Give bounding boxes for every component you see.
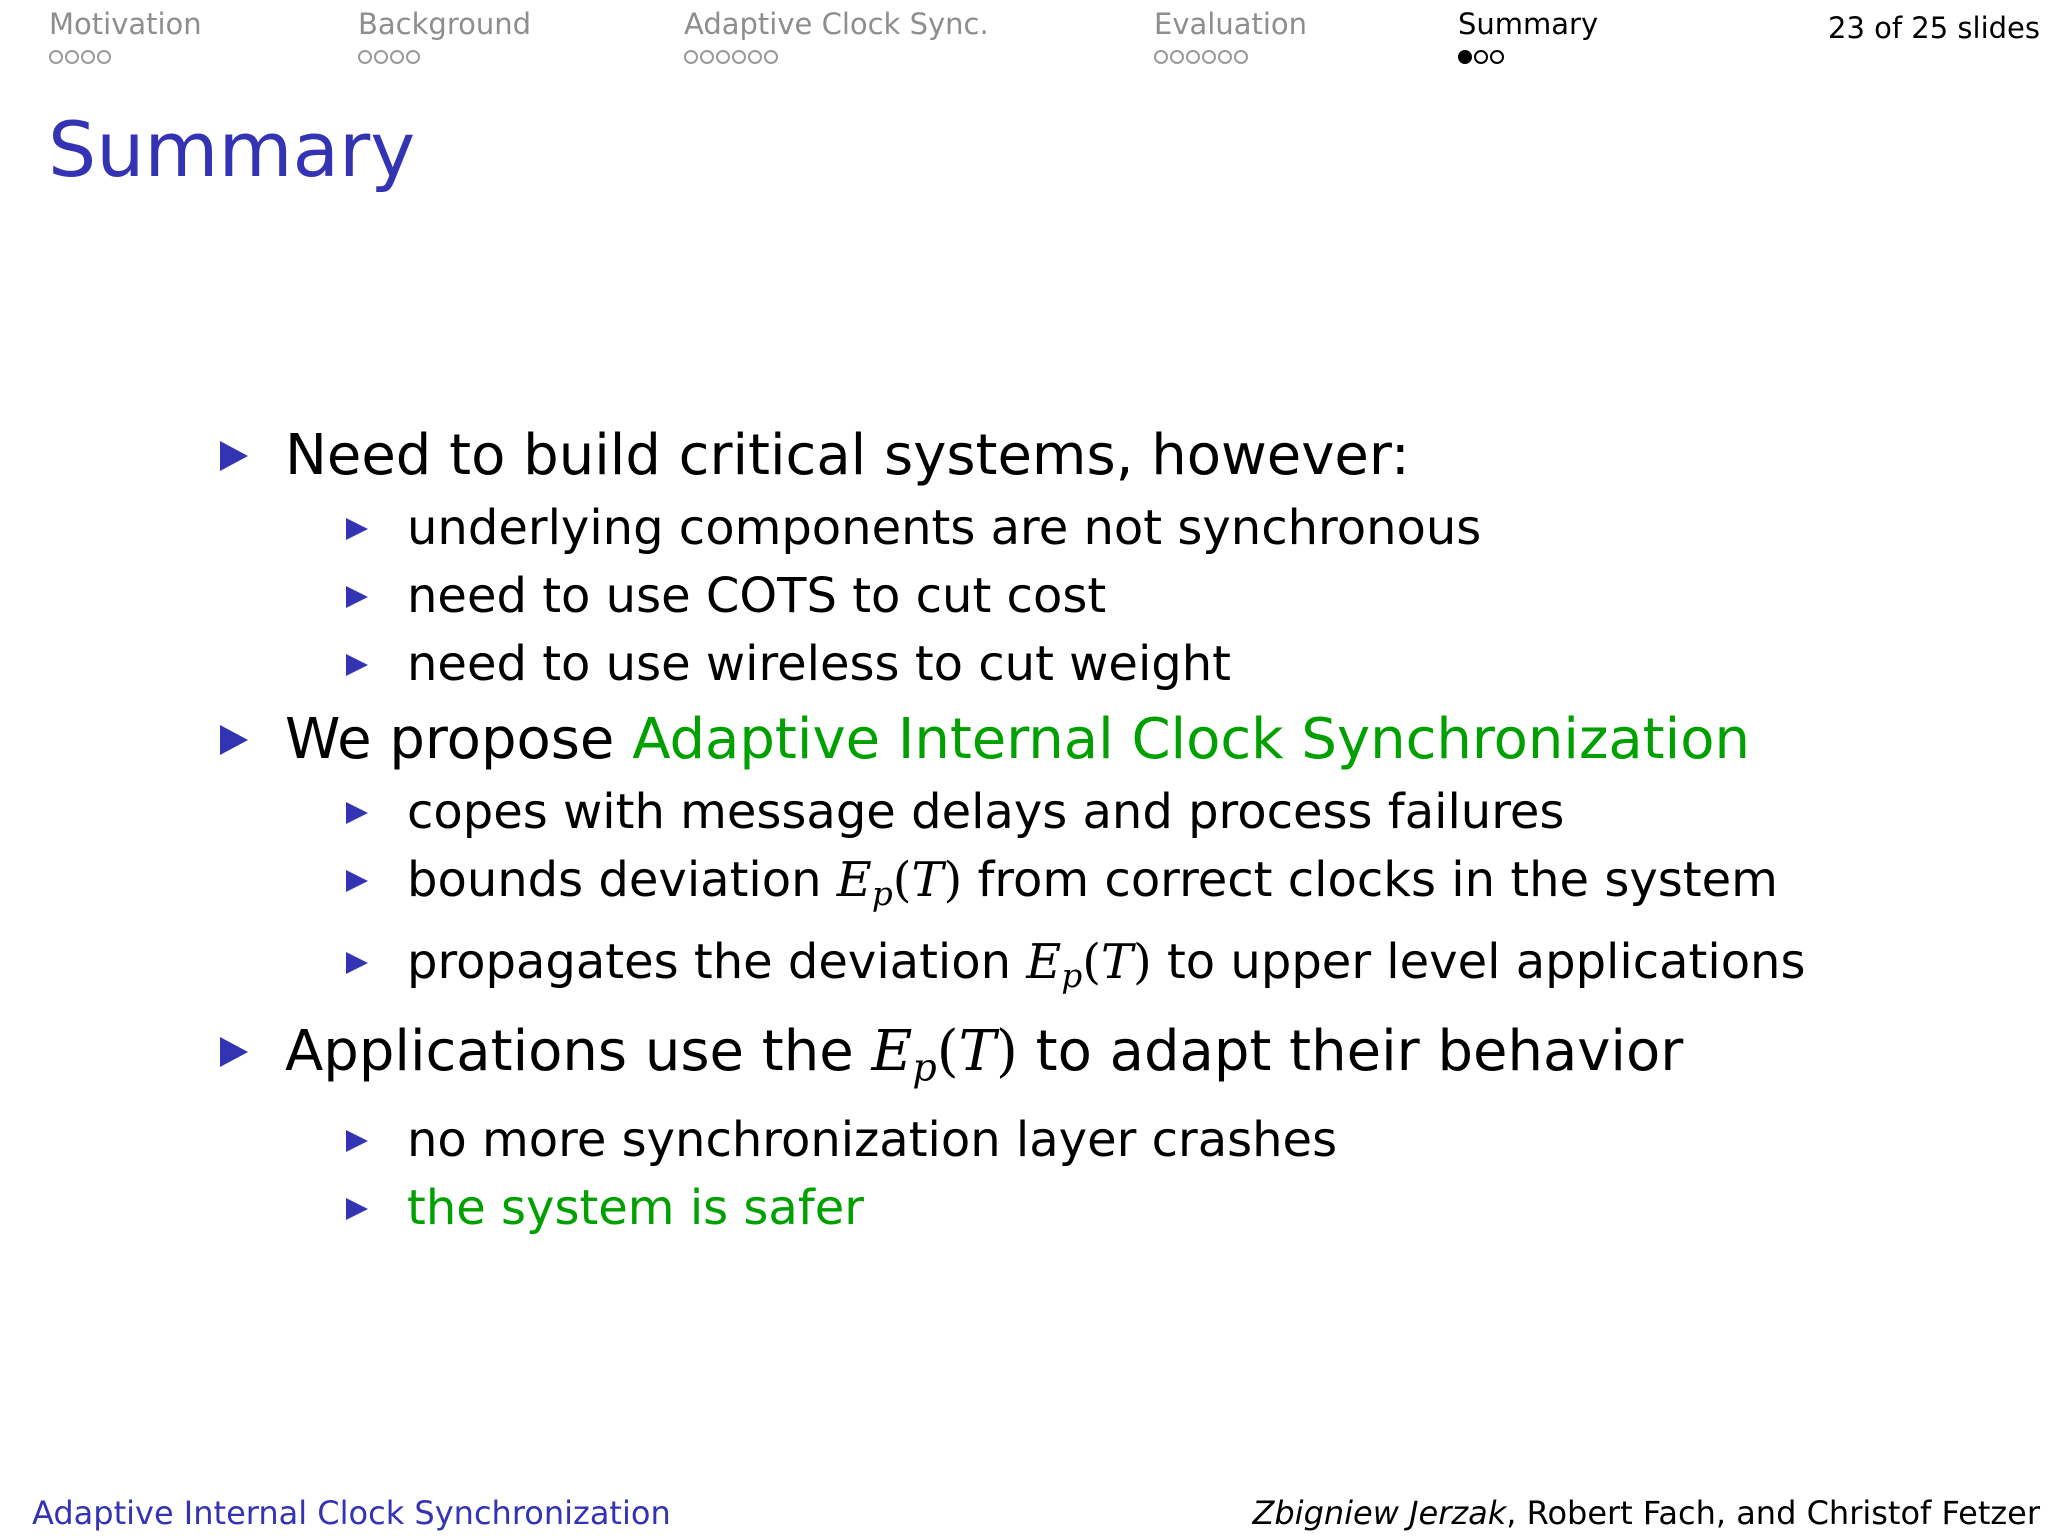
nav-dots (49, 48, 202, 66)
nav-section-evaluation[interactable] (1154, 4, 1307, 66)
nav-dots (684, 48, 989, 66)
nav-section-motivation[interactable] (49, 4, 202, 66)
nav-dot[interactable] (49, 50, 63, 64)
math-var: T (958, 1019, 996, 1085)
sub-bullet-triangle-icon (346, 870, 368, 892)
sub-bullet-text: from correct clocks in the system (962, 852, 1778, 908)
sub-bullet-item (407, 562, 2015, 630)
nav-dot[interactable] (1218, 50, 1232, 64)
nav-dot[interactable] (1234, 50, 1248, 64)
bullet-text: Need to build critical systems, however: (285, 423, 1410, 488)
nav-dot[interactable] (1490, 50, 1504, 64)
sub-bullet-triangle-icon (346, 654, 368, 676)
nav-dot[interactable] (700, 50, 714, 64)
sub-bullet-item (407, 1106, 2015, 1174)
bullet-triangle-icon (220, 1037, 248, 1067)
sub-bullet-text: need to use wireless to cut weight (407, 636, 1231, 692)
nav-section-label[interactable]: Adaptive Clock Sync. (684, 7, 989, 41)
nav-section-label[interactable]: Background (358, 7, 532, 41)
nav-section-adaptive-clock-sync[interactable] (684, 4, 989, 66)
math-expression (871, 1019, 1018, 1090)
section-navigation (0, 4, 2048, 84)
nav-dot[interactable] (684, 50, 698, 64)
sub-bullet-text: bounds deviation (407, 852, 837, 908)
sub-bullet-item (407, 928, 2015, 1010)
math-paren: ) (943, 852, 963, 908)
nav-section-label[interactable]: Evaluation (1154, 7, 1308, 41)
sub-bullet-text: no more synchronization layer crashes (407, 1111, 1338, 1168)
nav-dots (1154, 48, 1307, 66)
nav-dot[interactable] (81, 50, 95, 64)
sub-bullet-triangle-icon (346, 1198, 368, 1220)
sub-bullet-item (407, 778, 2015, 846)
sub-bullet-triangle-icon (346, 518, 368, 540)
nav-dot[interactable] (1474, 50, 1488, 64)
sub-bullet-triangle-icon (346, 1130, 368, 1152)
frame-title: Summary (48, 105, 416, 194)
sub-bullet-item (407, 1174, 2015, 1242)
sub-bullet-list (215, 778, 2015, 1010)
sub-bullet-item (407, 494, 2015, 562)
nav-dot[interactable] (1186, 50, 1200, 64)
nav-dot-current[interactable] (1458, 50, 1472, 64)
nav-dots (1458, 48, 1598, 66)
nav-section-summary[interactable] (1458, 4, 1598, 66)
nav-dot[interactable] (1154, 50, 1168, 64)
math-subscript: p (1061, 957, 1083, 996)
nav-dot[interactable] (732, 50, 746, 64)
sub-bullet-item (407, 630, 2015, 698)
sub-bullet-triangle-icon (346, 586, 368, 608)
slide-counter: 23 of 25 slides (1828, 11, 2040, 45)
math-expression (836, 852, 963, 914)
math-paren: ( (1082, 934, 1101, 991)
nav-dot[interactable] (390, 50, 404, 64)
math-var: E (836, 852, 872, 908)
bullet-list (215, 418, 2015, 1246)
bullet-item (215, 418, 2015, 494)
sub-bullet-triangle-icon (346, 952, 368, 974)
nav-dot[interactable] (1202, 50, 1216, 64)
bullet-text: Applications use the (285, 1019, 872, 1085)
sub-bullet-list (215, 494, 2015, 698)
nav-dot[interactable] (65, 50, 79, 64)
math-var: E (1026, 934, 1062, 991)
sub-bullet-triangle-icon (346, 802, 368, 824)
nav-dot[interactable] (716, 50, 730, 64)
nav-dot[interactable] (406, 50, 420, 64)
sub-bullet-text: propagates the deviation (407, 934, 1027, 991)
math-paren: ) (996, 1019, 1018, 1085)
footer-other-authors: , Robert Fach, and Christof Fetzer (1506, 1494, 2040, 1532)
sub-bullet-text: to upper level applications (1151, 934, 1806, 991)
math-subscript: p (871, 875, 893, 914)
highlight-text: Adaptive Internal Clock Synchronization (632, 707, 1750, 772)
nav-dot[interactable] (97, 50, 111, 64)
nav-dots (358, 48, 531, 66)
math-expression (1026, 934, 1152, 996)
bullet-text: We propose (285, 707, 633, 772)
math-var: T (1100, 934, 1133, 991)
sub-bullet-text-highlight: the system is safer (407, 1179, 865, 1236)
bullet-text: to adapt their behavior (1017, 1019, 1684, 1085)
bullet-triangle-icon (220, 725, 248, 755)
nav-section-label[interactable]: Motivation (49, 7, 202, 41)
bullet-item (215, 702, 2015, 778)
footer-talk-title: Adaptive Internal Clock Synchronization (32, 1494, 671, 1532)
nav-section-label[interactable]: Summary (1458, 7, 1599, 41)
math-var: E (871, 1019, 913, 1085)
bullet-triangle-icon (220, 441, 248, 471)
nav-dot[interactable] (358, 50, 372, 64)
bullet-item (215, 1014, 2015, 1106)
footer-first-author: Zbigniew Jerzak (1252, 1494, 1507, 1532)
sub-bullet-list (215, 1106, 2015, 1242)
math-paren: ( (892, 852, 912, 908)
sub-bullet-text: copes with message delays and process failures (407, 784, 1565, 840)
math-subscript: p (912, 1045, 937, 1090)
nav-section-background[interactable] (358, 4, 531, 66)
math-paren: ( (936, 1019, 959, 1085)
nav-dot[interactable] (764, 50, 778, 64)
nav-dot[interactable] (374, 50, 388, 64)
sub-bullet-text: underlying components are not synchronous (407, 500, 1482, 556)
nav-dot[interactable] (748, 50, 762, 64)
sub-bullet-item (407, 846, 2015, 928)
nav-dot[interactable] (1170, 50, 1184, 64)
sub-bullet-text: need to use COTS to cut cost (407, 568, 1107, 624)
math-var: T (911, 852, 944, 908)
footer-authors (1252, 1494, 2040, 1532)
math-paren: ) (1132, 934, 1152, 991)
